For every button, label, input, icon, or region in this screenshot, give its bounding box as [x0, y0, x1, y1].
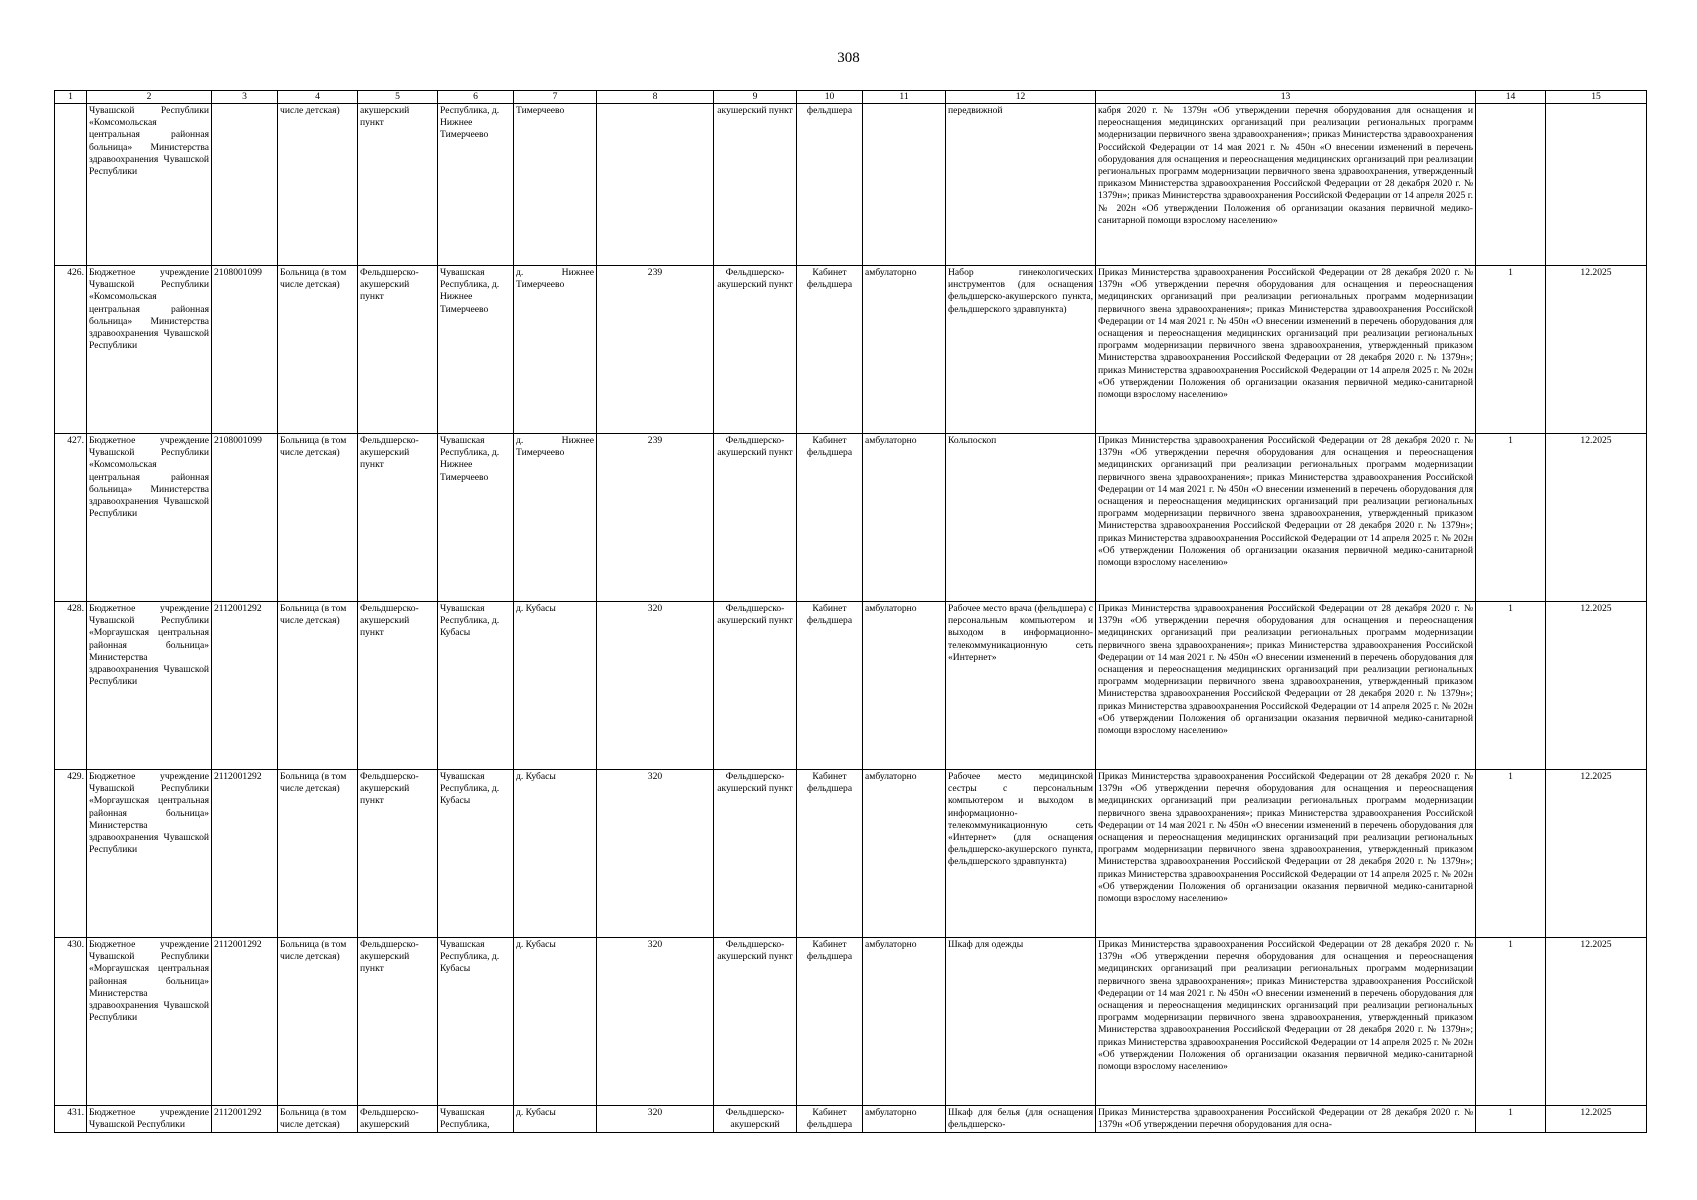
cell-condition: амбулаторно	[863, 938, 946, 1106]
cell-organization: Чувашской Республики «Комсомольская центральная районная больница» Министерства здравоохранения Чувашской Республики	[87, 104, 212, 266]
cell-quantity: 1	[1476, 434, 1546, 602]
cell-condition: амбулаторно	[863, 770, 946, 938]
continuation-row	[55, 104, 1647, 266]
cell-subdivision: Фельдшерско-акушерский	[714, 1106, 797, 1133]
cell-organization: Бюджетное учреждение Чувашской Республики «Комсомольская центральная районная больница» Министерства здравоохранения Чувашской Республики	[87, 266, 212, 434]
cell-subdivision: Фельдшерско-акушерский пункт	[714, 770, 797, 938]
cell-date	[1546, 104, 1647, 266]
column-header: 13	[1096, 91, 1476, 104]
cell-date: 12.2025	[1546, 434, 1647, 602]
table-row	[55, 1106, 1647, 1133]
cell-number: 430.	[55, 938, 87, 1106]
cell-quantity: 1	[1476, 770, 1546, 938]
cell-inn: 2112001292	[212, 770, 278, 938]
cell-population: 239	[597, 434, 714, 602]
cell-legal-basis: Приказ Министерства здравоохранения Российской Федерации от 28 декабря 2020 г. № 1379н «Об утверждении перечня оборудования для оснащения и переоснащения медицинских организаций при реализации региональных программ модернизации первичного звена здравоохранения»; приказ Министерства здравоохранения Российской Федерации от 14 мая 2021 г. № 450н «О внесении изменений в перечень оборудования для оснащения и переоснащения медицинских организаций при реализации региональных программ модернизации первичного звена здравоохранения, утвержденный приказом Министерства здравоохранения Российской Федерации от 28 декабря 2020 г. № 1379н»; приказ Министерства здравоохранения Российской Федерации от 14 апреля 2025 г. № 202н «Об утверждении Положения об организации оказания первичной медико-санитарной помощи взрослому населению»	[1096, 938, 1476, 1106]
cell-date: 12.2025	[1546, 770, 1647, 938]
cell-inn: 2108001099	[212, 434, 278, 602]
cell-population: 239	[597, 266, 714, 434]
cell-subdivision: Фельдшерско-акушерский пункт	[714, 602, 797, 770]
column-header: 2	[87, 91, 212, 104]
register-rows	[55, 266, 1647, 1133]
column-header: 9	[714, 91, 797, 104]
table-row	[55, 266, 1647, 434]
cell-equipment: Рабочее место врача (фельдшера) с персональным компьютером и выходом в информационно-телекоммуникационную сеть «Интернет»	[946, 602, 1096, 770]
column-header: 15	[1546, 91, 1647, 104]
cell-type: Больница (в том числе детская)	[278, 266, 358, 434]
cell-unit: Фельдшерско-акушерский пункт	[358, 770, 438, 938]
cell-number: 431.	[55, 1106, 87, 1133]
cell-room: Кабинет фельдшера	[797, 1106, 863, 1133]
column-header: 11	[863, 91, 946, 104]
column-header: 3	[212, 91, 278, 104]
cell-room: Кабинет фельдшера	[797, 266, 863, 434]
column-header: 6	[438, 91, 514, 104]
column-header: 10	[797, 91, 863, 104]
cell-population: 320	[597, 1106, 714, 1133]
cell-date: 12.2025	[1546, 1106, 1647, 1133]
cell-legal-basis: Приказ Министерства здравоохранения Российской Федерации от 28 декабря 2020 г. № 1379н «Об утверждении перечня оборудования для осна-	[1096, 1106, 1476, 1133]
column-header: 4	[278, 91, 358, 104]
cell-number: 426.	[55, 266, 87, 434]
cell-organization: Бюджетное учреждение Чувашской Республики «Моргаушская центральная районная больница» Министерства здравоохранения Чувашской Республики	[87, 938, 212, 1106]
cell-condition	[863, 104, 946, 266]
cell-settlement: д. Кубасы	[514, 1106, 597, 1133]
cell-unit: акушерский пункт	[358, 104, 438, 266]
cell-condition: амбулаторно	[863, 602, 946, 770]
cell-address: Чувашская Республика, д. Нижнее Тимерчеево	[438, 434, 514, 602]
cell-subdivision: акушерский пункт	[714, 104, 797, 266]
cell-subdivision: Фельдшерско-акушерский пункт	[714, 266, 797, 434]
column-header: 5	[358, 91, 438, 104]
cell-organization: Бюджетное учреждение Чувашской Республики «Моргаушская центральная районная больница» Министерства здравоохранения Чувашской Республики	[87, 602, 212, 770]
cell-organization: Бюджетное учреждение Чувашской Республики «Комсомольская центральная районная больница» Министерства здравоохранения Чувашской Республики	[87, 434, 212, 602]
page-number: 308	[837, 50, 860, 66]
cell-type: числе детская)	[278, 104, 358, 266]
cell-population: 320	[597, 938, 714, 1106]
cell-date: 12.2025	[1546, 938, 1647, 1106]
cell-subdivision: Фельдшерско-акушерский пункт	[714, 938, 797, 1106]
cell-settlement: д. Кубасы	[514, 602, 597, 770]
cell-population: 320	[597, 770, 714, 938]
cell-equipment: Кольпоскоп	[946, 434, 1096, 602]
cell-settlement: д. Нижнее Тимерчеево	[514, 266, 597, 434]
cell-settlement: д. Кубасы	[514, 938, 597, 1106]
cell-type: Больница (в том числе детская)	[278, 434, 358, 602]
cell-legal-basis: Приказ Министерства здравоохранения Российской Федерации от 28 декабря 2020 г. № 1379н «Об утверждении перечня оборудования для оснащения и переоснащения медицинских организаций при реализации региональных программ модернизации первичного звена здравоохранения»; приказ Министерства здравоохранения Российской Федерации от 14 мая 2021 г. № 450н «О внесении изменений в перечень оборудования для оснащения и переоснащения медицинских организаций при реализации региональных программ модернизации первичного звена здравоохранения, утвержденный приказом Министерства здравоохранения Российской Федерации от 28 декабря 2020 г. № 1379н»; приказ Министерства здравоохранения Российской Федерации от 14 апреля 2025 г. № 202н «Об утверждении Положения об организации оказания первичной медико-санитарной помощи взрослому населению»	[1096, 770, 1476, 938]
cell-inn: 2112001292	[212, 602, 278, 770]
cell-quantity	[1476, 104, 1546, 266]
cell-type: Больница (в том числе детская)	[278, 1106, 358, 1133]
cell-unit: Фельдшерско-акушерский пункт	[358, 266, 438, 434]
column-header: 12	[946, 91, 1096, 104]
cell-equipment: Рабочее место медицинской сестры с персональным компьютером и выходом в информационно-телекоммуникационную сеть «Интернет» (для оснащения фельдшерско-акушерского пункта, фельдшерского здравпункта)	[946, 770, 1096, 938]
column-number-row	[55, 91, 1647, 104]
cell-address: Чувашская Республика,	[438, 1106, 514, 1133]
cell-number: 429.	[55, 770, 87, 938]
cell-address: Чувашская Республика, д. Нижнее Тимерчеево	[438, 266, 514, 434]
cell-room: Кабинет фельдшера	[797, 602, 863, 770]
cell-address: Чувашская Республика, д. Кубасы	[438, 770, 514, 938]
cell-equipment: передвижной	[946, 104, 1096, 266]
cell-organization: Бюджетное учреждение Чувашской Республики	[87, 1106, 212, 1133]
cell-quantity: 1	[1476, 602, 1546, 770]
cell-inn: 2108001099	[212, 266, 278, 434]
cell-type: Больница (в том числе детская)	[278, 770, 358, 938]
table-row	[55, 938, 1647, 1106]
cell-inn: 2112001292	[212, 938, 278, 1106]
cell-room: Кабинет фельдшера	[797, 434, 863, 602]
cell-equipment: Шкаф для одежды	[946, 938, 1096, 1106]
cell-inn	[212, 104, 278, 266]
cell-number: 428.	[55, 602, 87, 770]
cell-address: Чувашская Республика, д. Кубасы	[438, 602, 514, 770]
cell-unit: Фельдшерско-акушерский пункт	[358, 434, 438, 602]
cell-date: 12.2025	[1546, 602, 1647, 770]
cell-unit: Фельдшерско-акушерский пункт	[358, 938, 438, 1106]
cell-equipment: Шкаф для белья (для оснащения фельдшерско-	[946, 1106, 1096, 1133]
cell-settlement: д. Нижнее Тимерчеево	[514, 434, 597, 602]
cell-legal-basis: Приказ Министерства здравоохранения Российской Федерации от 28 декабря 2020 г. № 1379н «Об утверждении перечня оборудования для оснащения и переоснащения медицинских организаций при реализации региональных программ модернизации первичного звена здравоохранения»; приказ Министерства здравоохранения Российской Федерации от 14 мая 2021 г. № 450н «О внесении изменений в перечень оборудования для оснащения и переоснащения медицинских организаций при реализации региональных программ модернизации первичного звена здравоохранения, утвержденный приказом Министерства здравоохранения Российской Федерации от 28 декабря 2020 г. № 1379н»; приказ Министерства здравоохранения Российской Федерации от 14 апреля 2025 г. № 202н «Об утверждении Положения об организации оказания первичной медико-санитарной помощи взрослому населению»	[1096, 602, 1476, 770]
cell-population	[597, 104, 714, 266]
table-row	[55, 434, 1647, 602]
equipment-register-table	[54, 90, 1647, 1133]
cell-quantity: 1	[1476, 1106, 1546, 1133]
cell-address: Республика, д. Нижнее Тимерчеево	[438, 104, 514, 266]
cell-type: Больница (в том числе детская)	[278, 938, 358, 1106]
cell-settlement: Тимерчеево	[514, 104, 597, 266]
cell-equipment: Набор гинекологических инструментов (для оснащения фельдшерско-акушерского пункта, фельдшерского здравпункта)	[946, 266, 1096, 434]
cell-legal-basis: Приказ Министерства здравоохранения Российской Федерации от 28 декабря 2020 г. № 1379н «Об утверждении перечня оборудования для оснащения и переоснащения медицинских организаций при реализации региональных программ модернизации первичного звена здравоохранения»; приказ Министерства здравоохранения Российской Федерации от 14 мая 2021 г. № 450н «О внесении изменений в перечень оборудования для оснащения и переоснащения медицинских организаций при реализации региональных программ модернизации первичного звена здравоохранения, утвержденный приказом Министерства здравоохранения Российской Федерации от 28 декабря 2020 г. № 1379н»; приказ Министерства здравоохранения Российской Федерации от 14 апреля 2025 г. № 202н «Об утверждении Положения об организации оказания первичной медико-санитарной помощи взрослому населению»	[1096, 266, 1476, 434]
cell-settlement: д. Кубасы	[514, 770, 597, 938]
column-header: 8	[597, 91, 714, 104]
cell-legal-basis: кабря 2020 г. № 1379н «Об утверждении перечня оборудования для оснащения и переоснащения медицинских организаций при реализации региональных программ модернизации первичного звена здравоохранения»; приказ Министерства здравоохранения Российской Федерации от 14 мая 2021 г. № 450н «О внесении изменений в перечень оборудования для оснащения и переоснащения медицинских организаций при реализации региональных программ модернизации первичного звена здравоохранения, утвержденный приказом Министерства здравоохранения Российской Федерации от 28 декабря 2020 г. № 1379н»; приказ Министерства здравоохранения Российской Федерации от 14 апреля 2025 г. № 202н «Об утверждении Положения об организации оказания первичной медико-санитарной помощи взрослому населению»	[1096, 104, 1476, 266]
cell-address: Чувашская Республика, д. Кубасы	[438, 938, 514, 1106]
cell-subdivision: Фельдшерско-акушерский пункт	[714, 434, 797, 602]
cell-number	[55, 104, 87, 266]
cell-type: Больница (в том числе детская)	[278, 602, 358, 770]
cell-condition: амбулаторно	[863, 1106, 946, 1133]
cell-condition: амбулаторно	[863, 434, 946, 602]
cell-unit: Фельдшерско-акушерский	[358, 1106, 438, 1133]
cell-room: фельдшера	[797, 104, 863, 266]
column-header: 7	[514, 91, 597, 104]
cell-unit: Фельдшерско-акушерский пункт	[358, 602, 438, 770]
cell-inn: 2112001292	[212, 1106, 278, 1133]
cell-legal-basis: Приказ Министерства здравоохранения Российской Федерации от 28 декабря 2020 г. № 1379н «Об утверждении перечня оборудования для оснащения и переоснащения медицинских организаций при реализации региональных программ модернизации первичного звена здравоохранения»; приказ Министерства здравоохранения Российской Федерации от 14 мая 2021 г. № 450н «О внесении изменений в перечень оборудования для оснащения и переоснащения медицинских организаций при реализации региональных программ модернизации первичного звена здравоохранения, утвержденный приказом Министерства здравоохранения Российской Федерации от 28 декабря 2020 г. № 1379н»; приказ Министерства здравоохранения Российской Федерации от 14 апреля 2025 г. № 202н «Об утверждении Положения об организации оказания первичной медико-санитарной помощи взрослому населению»	[1096, 434, 1476, 602]
cell-date: 12.2025	[1546, 266, 1647, 434]
cell-population: 320	[597, 602, 714, 770]
table-row	[55, 770, 1647, 938]
cell-quantity: 1	[1476, 266, 1546, 434]
table-row	[55, 602, 1647, 770]
column-header: 1	[55, 91, 87, 104]
cell-organization: Бюджетное учреждение Чувашской Республики «Моргаушская центральная районная больница» Министерства здравоохранения Чувашской Республики	[87, 770, 212, 938]
cell-room: Кабинет фельдшера	[797, 770, 863, 938]
cell-quantity: 1	[1476, 938, 1546, 1106]
cell-number: 427.	[55, 434, 87, 602]
cell-condition: амбулаторно	[863, 266, 946, 434]
column-header: 14	[1476, 91, 1546, 104]
cell-room: Кабинет фельдшера	[797, 938, 863, 1106]
